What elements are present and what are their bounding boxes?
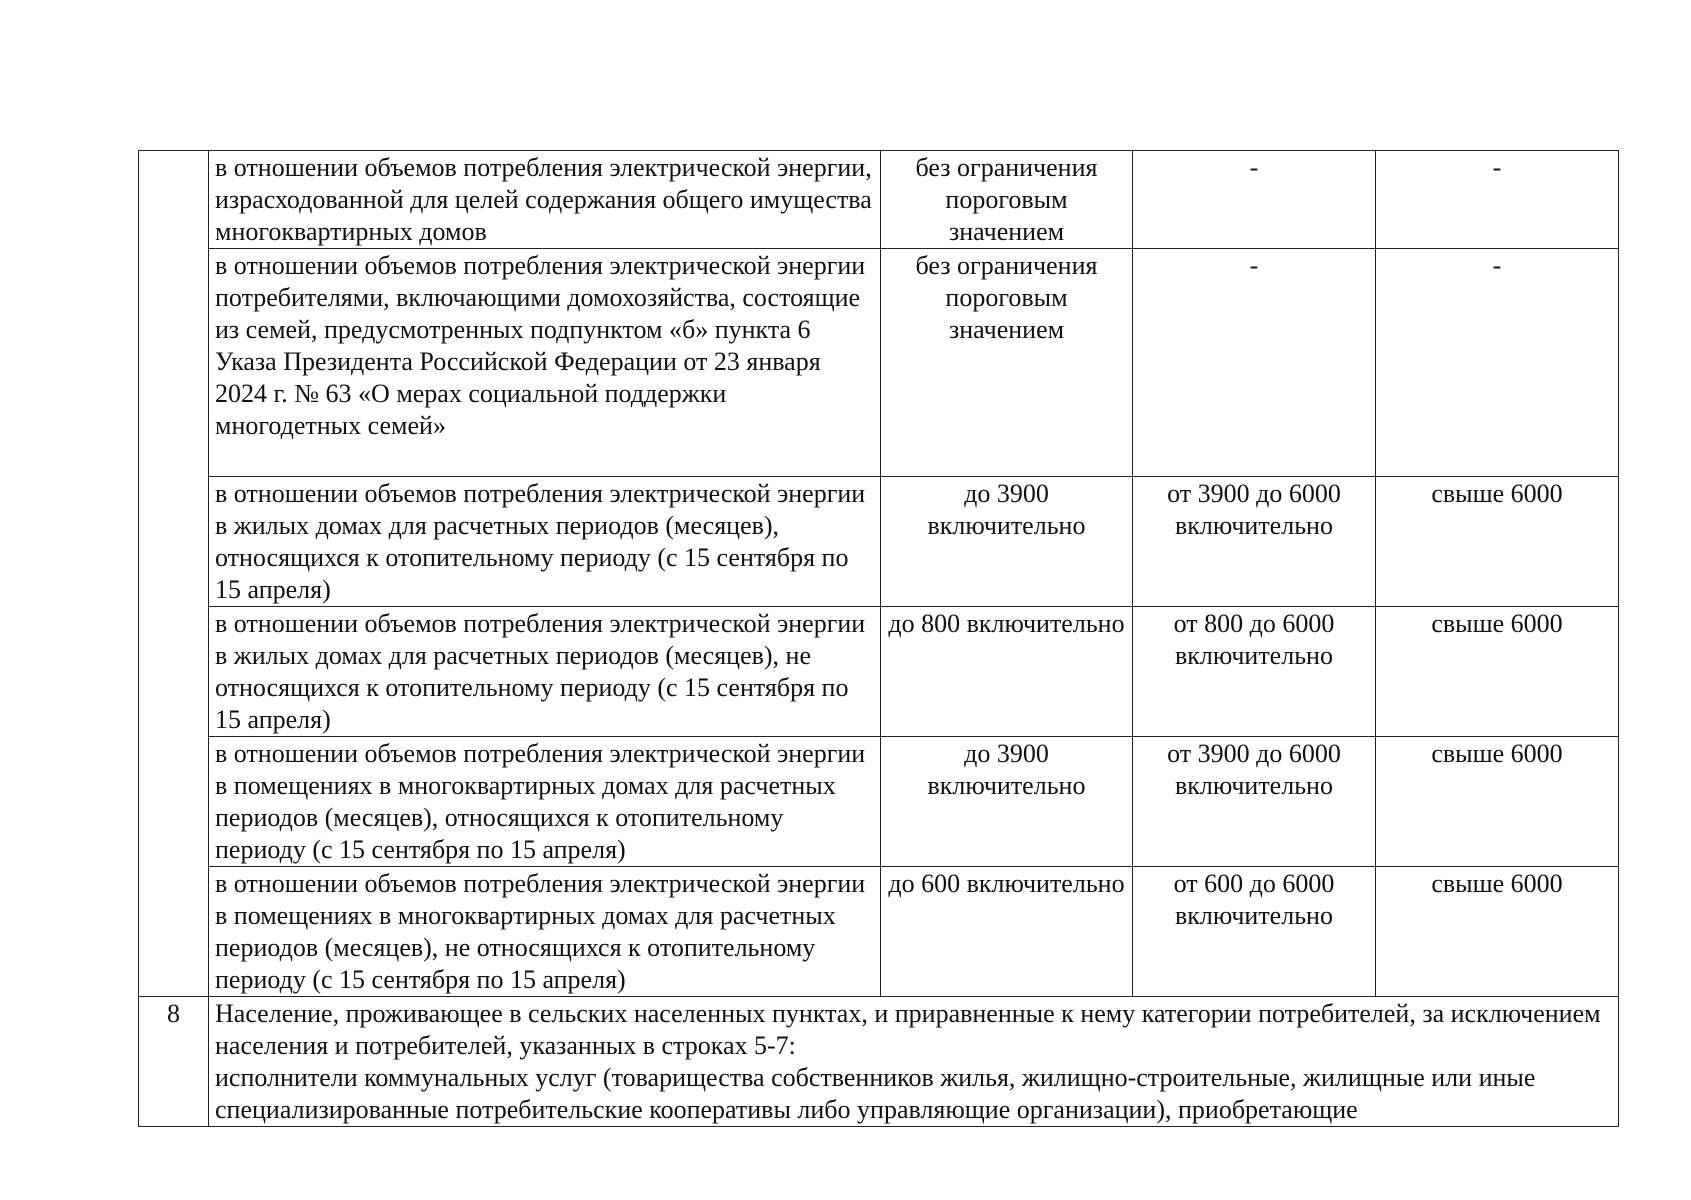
threshold-2: - — [1133, 151, 1376, 249]
threshold-3: - — [1376, 151, 1619, 249]
threshold-3: - — [1376, 249, 1619, 477]
threshold-2: - — [1133, 249, 1376, 477]
threshold-2: от 3900 до 6000 включительно — [1133, 477, 1376, 607]
threshold-1: без ограничения пороговым значением — [881, 151, 1133, 249]
row-number-cell: 8 — [139, 997, 209, 1127]
threshold-1: без ограничения пороговым значением — [881, 249, 1133, 477]
threshold-3: свыше 6000 — [1376, 867, 1619, 997]
threshold-2: от 800 до 6000 включительно — [1133, 607, 1376, 737]
threshold-3: свыше 6000 — [1376, 607, 1619, 737]
row-description: в отношении объемов потребления электрической энергии в помещениях в многоквартирных домах для расчетных периодов (месяцев), относящихся к отопительному периоду (с 15 сентября по 15 апреля) — [209, 737, 881, 867]
threshold-1: до 800 включительно — [881, 607, 1133, 737]
table-row — [139, 997, 1619, 1127]
threshold-3: свыше 6000 — [1376, 737, 1619, 867]
row-description: в отношении объемов потребления электрической энергии, израсходованной для целей содержания общего имущества многоквартирных домов — [209, 151, 881, 249]
table-row — [139, 867, 1619, 997]
row-description: в отношении объемов потребления электрической энергии в помещениях в многоквартирных домах для расчетных периодов (месяцев), не относящихся к отопительному периоду (с 15 сентября по 15 апреля) — [209, 867, 881, 997]
row-description: в отношении объемов потребления электрической энергии потребителями, включающими домохозяйства, состоящие из семей, предусмотренных подпунктом «б» пункта 6 Указа Президента Российской Федерации от 23 января 2024 г. № 63 «О мерах социальной поддержки многодетных семей» — [209, 249, 881, 477]
row-description: в отношении объемов потребления электрической энергии в жилых домах для расчетных периодов (месяцев), относящихся к отопительному периоду (с 15 сентября по 15 апреля) — [209, 477, 881, 607]
threshold-1: до 600 включительно — [881, 867, 1133, 997]
threshold-2: от 600 до 6000 включительно — [1133, 867, 1376, 997]
threshold-1: до 3900 включительно — [881, 477, 1133, 607]
table-row — [139, 607, 1619, 737]
row-description — [209, 997, 1619, 1127]
row-8-text: Население, проживающее в сельских населенных пунктах, и приравненные к нему категории потребителей, за исключением населения и потребителей, указанных в строках 5-7: — [215, 999, 1601, 1060]
threshold-1: до 3900 включительно — [881, 737, 1133, 867]
tariff-table — [138, 150, 1619, 1127]
table-row — [139, 477, 1619, 607]
threshold-3: свыше 6000 — [1376, 477, 1619, 607]
threshold-2: от 3900 до 6000 включительно — [1133, 737, 1376, 867]
table-row — [139, 249, 1619, 477]
table-row — [139, 737, 1619, 867]
row-number-cell — [139, 151, 209, 997]
table-row — [139, 151, 1619, 249]
row-description: в отношении объемов потребления электрической энергии в жилых домах для расчетных периодов (месяцев), не относящихся к отопительному периоду (с 15 сентября по 15 апреля) — [209, 607, 881, 737]
row-8-text-continued: исполнители коммунальных услуг (товарищества собственников жилья, жилищно-строительные, жилищные или иные специализированные потребительские кооперативы либо управляющие организации), приобретающие — [215, 1063, 1536, 1124]
